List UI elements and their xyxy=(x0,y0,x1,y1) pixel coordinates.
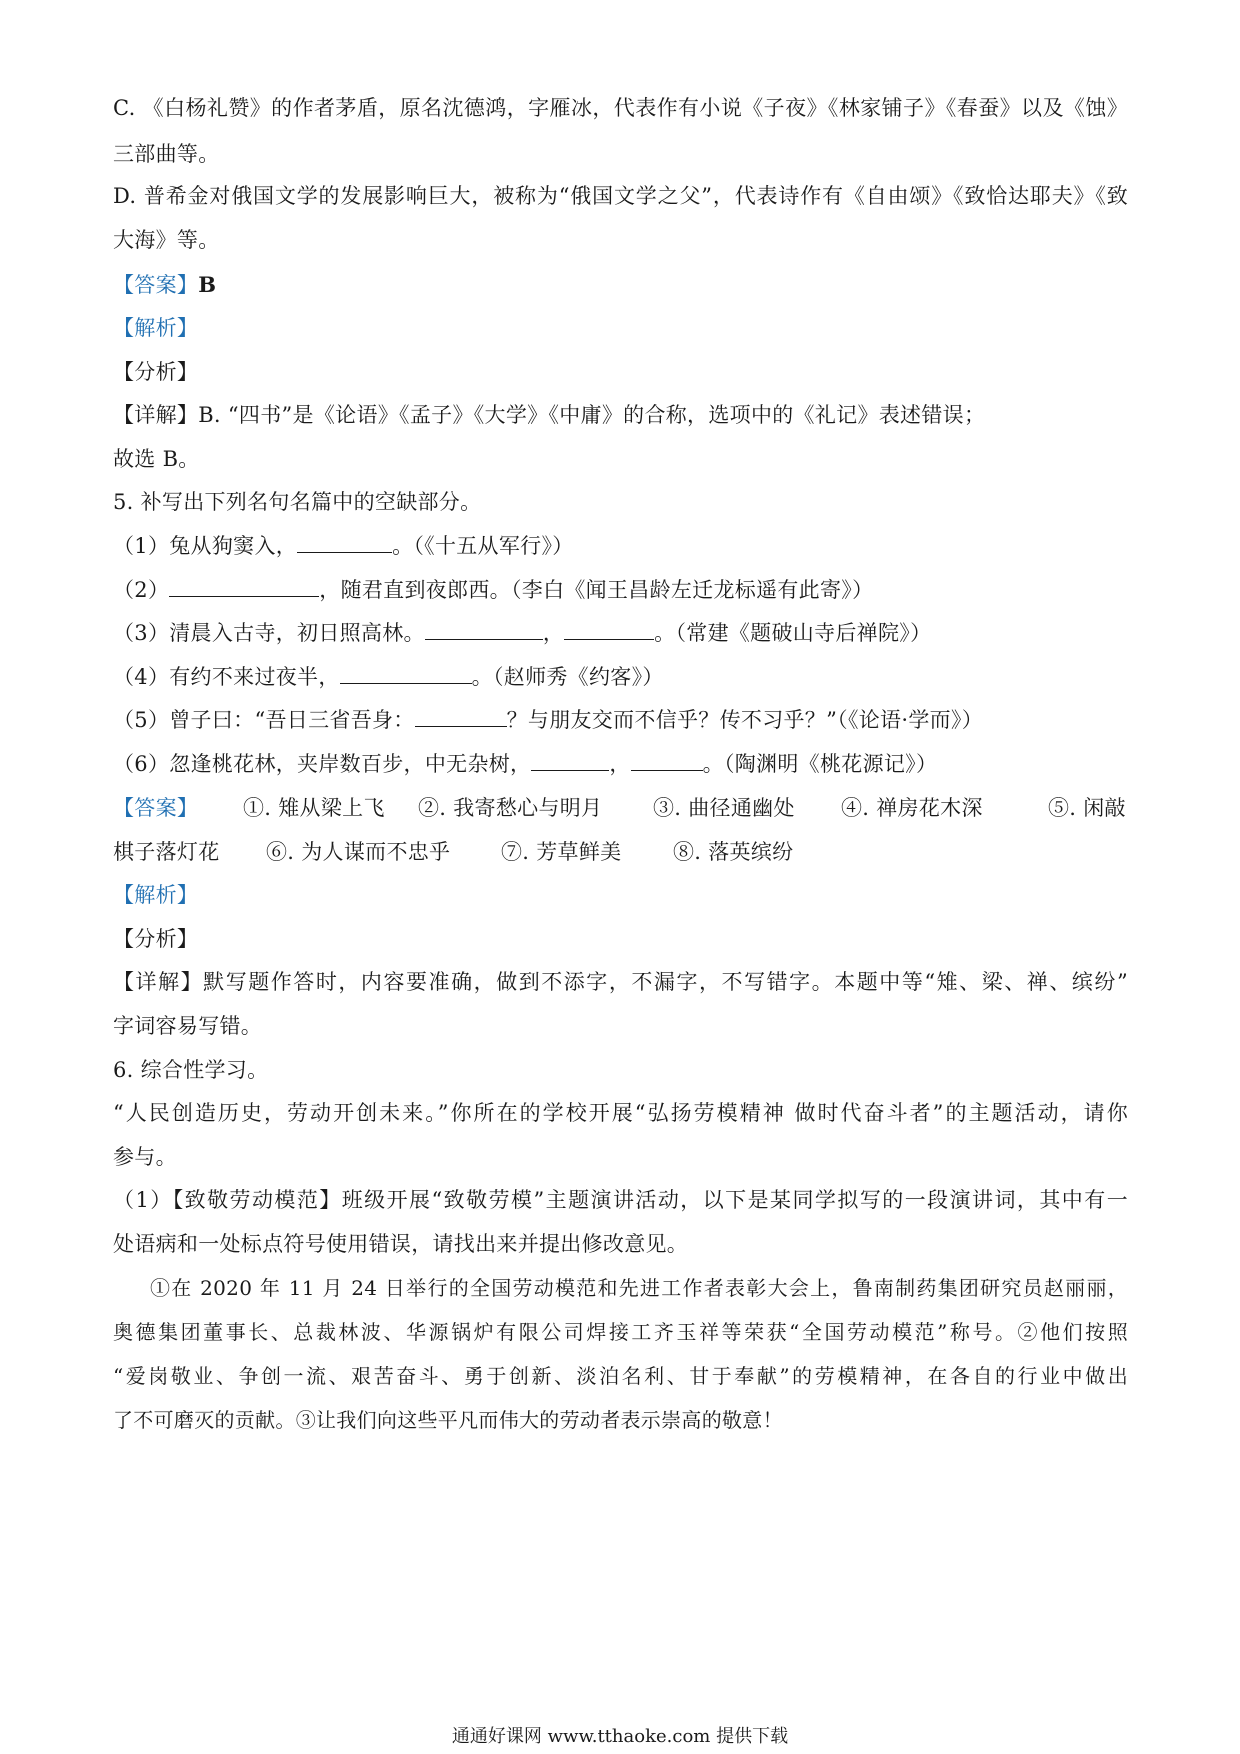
q5-answer-5: ⑤. 闲敲 xyxy=(1048,796,1126,820)
q4-conclusion: 故选 B。 xyxy=(113,447,200,471)
q5-item-4 xyxy=(113,663,664,691)
q5-blank-3b xyxy=(564,619,654,640)
q4-answer-value: B xyxy=(198,272,217,297)
q6-intro-line2: 参与。 xyxy=(113,1145,177,1169)
q5-answer-line2 xyxy=(113,838,794,866)
q6-sub1-line1: （1）【致敬劳动模范】班级开展“致敬劳模”主题演讲活动，以下是某同学拟写的一段演讲词，其中有一 xyxy=(113,1188,1128,1212)
q4-detail-tag: 【详解】 xyxy=(113,403,199,427)
q5-item-1-pre: （1）兔从狗窦入， xyxy=(113,534,298,558)
q5-item-3-mid: ， xyxy=(542,621,565,645)
q5-analysis-tag: 【解析】 xyxy=(113,883,199,907)
q5-item-5-post: ？与朋友交而不信乎？传不习乎？”（《论语·学而》） xyxy=(506,708,984,732)
q4-answer xyxy=(113,271,216,299)
q5-item-6-mid: ， xyxy=(609,752,631,776)
q5-title: 5. 补写出下列名句名篇中的空缺部分。 xyxy=(113,490,482,514)
q5-item-6 xyxy=(113,750,937,778)
q5-answer-8: ⑧. 落英缤纷 xyxy=(673,840,794,864)
q5-detail-tag: 【详解】 xyxy=(113,970,204,994)
q4-fenxi-tag: 【分析】 xyxy=(113,360,199,384)
q5-blank-6a xyxy=(531,750,609,771)
q5-detail-line1 xyxy=(113,968,1128,996)
speech-line3: “爱岗敬业、争创一流、艰苦奋斗、勇于创新、淡泊名利、甘于奉献”的劳模精神，在各自的行业中做出 xyxy=(113,1364,1128,1388)
option-d-line2: 大海》等。 xyxy=(113,228,220,252)
q6-title: 6. 综合性学习。 xyxy=(113,1058,269,1082)
q5-answer-4: ④. 禅房花木深 xyxy=(841,796,983,820)
q5-item-4-pre: （4）有约不来过夜半， xyxy=(113,665,340,689)
q5-answer-7: ⑦. 芳草鲜美 xyxy=(501,840,622,864)
q5-item-1-post: 。（《十五从军行》） xyxy=(392,534,574,558)
q5-fenxi-tag: 【分析】 xyxy=(113,927,199,951)
q4-analysis-tag: 【解析】 xyxy=(113,316,199,340)
q5-blank-4 xyxy=(340,663,472,684)
q5-blank-3a xyxy=(425,619,543,640)
q5-answer-3: ③. 曲径通幽处 xyxy=(653,796,795,820)
speech-line1: ①在 2020 年 11 月 24 日举行的全国劳动模范和先进工作者表彰大会上，鲁南制药集团研究员赵丽丽， xyxy=(150,1276,1128,1300)
speech-line4: 了不可磨灭的贡献。③让我们向这些平凡而伟大的劳动者表示崇高的敬意！ xyxy=(113,1408,783,1432)
q5-item-3-post: 。（常建《题破山寺后禅院》） xyxy=(654,621,932,645)
q5-item-2-post: ，随君直到夜郎西。（李白《闻王昌龄左迁龙标遥有此寄》） xyxy=(319,578,874,602)
page-footer: 通通好课网 www.tthaoke.com 提供下载 xyxy=(451,1726,789,1747)
q5-item-3 xyxy=(113,619,931,647)
q6-sub1-line2: 处语病和一处标点符号使用错误，请找出来并提出修改意见。 xyxy=(113,1232,689,1256)
speech-line2: 奥德集团董事长、总裁林波、华源锅炉有限公司焊接工齐玉祥等荣获“全国劳动模范”称号。②他们按照 xyxy=(113,1320,1128,1344)
q5-item-2 xyxy=(113,576,873,604)
q5-answer-tag: 【答案】 xyxy=(113,796,199,820)
q5-blank-5 xyxy=(415,706,507,727)
q5-answer-2: ②. 我寄愁心与明月 xyxy=(418,796,603,820)
option-c-line2: 三部曲等。 xyxy=(113,142,220,166)
q5-blank-6b xyxy=(631,750,703,771)
q5-item-1 xyxy=(113,532,574,560)
q5-blank-2 xyxy=(169,576,319,597)
q4-detail-text: B. “四书”是《论语》《孟子》《大学》《中庸》的合称，选项中的《礼记》表述错误； xyxy=(198,403,986,427)
q5-answer-6: ⑥. 为人谋而不忠乎 xyxy=(266,840,451,864)
q5-item-5 xyxy=(113,706,983,734)
q5-detail-text1: 默写题作答时，内容要准确，做到不添字，不漏字，不写错字。本题中等“雉、梁、禅、缤纷” xyxy=(203,970,1128,994)
q5-item-5-pre: （5）曾子曰：“吾日三省吾身： xyxy=(113,708,415,732)
q5-detail-line2: 字词容易写错。 xyxy=(113,1014,263,1038)
q5-blank-1 xyxy=(297,532,392,553)
q5-item-6-post: 。（陶渊明《桃花源记》） xyxy=(702,752,938,776)
q5-answer-5-cont: 棋子落灯花 xyxy=(113,840,220,864)
option-c-line1: C. 《白杨礼赞》的作者茅盾，原名沈德鸿，字雁冰，代表作有小说《子夜》《林家铺子》《春蚕》以及《蚀》 xyxy=(113,96,1128,120)
q4-detail xyxy=(113,401,985,429)
q5-item-2-pre: （2） xyxy=(113,578,170,602)
q5-item-4-post: 。（赵师秀《约客》） xyxy=(471,665,664,689)
q6-intro-line1: “人民创造历史，劳动开创未来。”你所在的学校开展“弘扬劳模精神 做时代奋斗者”的主题活动，请你 xyxy=(113,1101,1128,1125)
q5-item-6-pre: （6）忽逢桃花林，夹岸数百步，中无杂树， xyxy=(113,752,532,776)
q5-item-3-pre: （3）清晨入古寺，初日照高林。 xyxy=(113,621,425,645)
option-d-line1: D. 普希金对俄国文学的发展影响巨大，被称为“俄国文学之父”，代表诗作有《自由颂》《致恰达耶夫》《致 xyxy=(113,184,1128,208)
q5-answer-line1 xyxy=(113,794,1126,822)
q5-answer-1: ①. 雉从梁上飞 xyxy=(243,796,385,820)
q4-answer-tag: 【答案】 xyxy=(113,273,199,297)
